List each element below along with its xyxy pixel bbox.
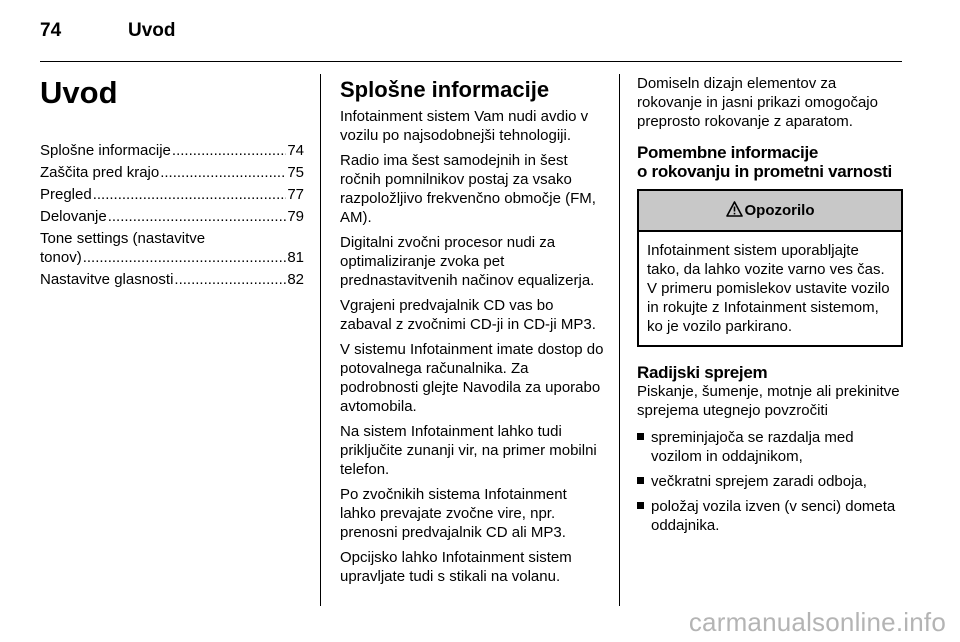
toc-entry-page: 79 [287, 208, 304, 225]
toc-entry-page: 75 [287, 164, 304, 181]
toc-entry-page: 82 [287, 271, 304, 288]
toc-entry[interactable] [40, 141, 304, 160]
toc-list [40, 141, 304, 289]
watermark: carmanualsonline.info [688, 607, 946, 637]
warning-triangle-icon [726, 193, 743, 232]
paragraph: V sistemu Infotainment imate dostop do potovalnega računalnika. Za podrobnosti glejte Navodila za uporabo avtomobila. [340, 341, 604, 415]
toc-entry-page: 74 [287, 142, 304, 159]
toc-entry-label: Pregled [40, 186, 92, 203]
list-item: spreminjajoča se razdalja med vozilom in oddajnikom, [637, 428, 903, 466]
column-divider-2 [619, 74, 620, 606]
column-divider-1 [320, 74, 321, 606]
toc-leader-dots [174, 270, 286, 289]
toc-leader-dots [172, 141, 286, 160]
bullet-list [637, 428, 903, 535]
safety-column [637, 74, 903, 541]
chapter-title: Uvod [40, 75, 118, 110]
list-item: položaj vozila izven (v senci) dometa oddajnika. [637, 497, 903, 535]
page-number: 74 [40, 20, 62, 41]
subheading-line1: Pomembne informacije [637, 143, 819, 162]
toc-entry-label: Nastavitve glasnosti [40, 271, 174, 288]
paragraph: Infotainment sistem Vam nudi avdio v vozilu po najsodobnejši tehnologiji. [340, 108, 589, 144]
list-item: večkratni sprejem zaradi odboja, [637, 472, 903, 491]
toc-entry-page: 81 [287, 249, 304, 266]
running-section-title: Uvod [128, 20, 176, 41]
radio-reception-intro: Piskanje, šumenje, motnje ali prekinitve sprejema utegnejo povzročiti [637, 383, 900, 419]
subheading [637, 143, 903, 181]
toc-leader-dots [83, 248, 287, 267]
warning-box [637, 189, 903, 347]
warning-text: Infotainment sistem uporabljajte tako, da lahko vozite varno ves čas. V primeru pomislekov ustavite vozilo in rokujte z Infotainment sistemom, ko je vozilo parkirano. [647, 242, 890, 335]
section-heading: Splošne informacije [340, 77, 550, 102]
toc-entry-label: Splošne informacije [40, 142, 171, 159]
paragraph: Na sistem Infotainment lahko tudi priključite zunanji vir, na primer mobilni telefon. [340, 423, 597, 478]
subheading-line2: o rokovanju in prometni varnosti [637, 162, 892, 181]
toc-entry-label: Delovanje [40, 208, 107, 225]
general-info-column [340, 74, 604, 592]
paragraph: Radio ima šest samodejnih in šest ročnih pomnilnikov postaj za vsako razpoložljivo frekvenčno območje (FM, AM). [340, 152, 596, 226]
paragraph: Opcijsko lahko Infotainment sistem upravljate tudi s stikali na volanu. [340, 549, 572, 585]
toc-entry-label-line1: Tone settings (nastavitve [40, 230, 206, 247]
toc-entry[interactable] [40, 270, 304, 289]
paragraph: Digitalni zvočni procesor nudi za optimaliziranje zvoka pet prednastavitvenih načinov equalizerja. [340, 234, 595, 289]
toc-entry[interactable] [40, 185, 304, 204]
warning-title: Opozorilo [744, 202, 815, 219]
toc-leader-dots [93, 185, 287, 204]
toc-entry-label: Zaščita pred krajo [40, 164, 160, 181]
toc-entry-page: 77 [287, 186, 304, 203]
toc-column [40, 74, 304, 292]
paragraph: Po zvočnikih sistema Infotainment lahko prevajate zvočne vire, npr. prenosni predvajalnik CD ali MP3. [340, 486, 567, 541]
radio-reception-heading: Radijski sprejem [637, 363, 768, 382]
toc-entry[interactable] [40, 163, 304, 182]
warning-header [639, 191, 901, 232]
intro-paragraph: Domiseln dizajn elementov za rokovanje in jasni prikazi omogočajo preprosto rokovanje z aparatom. [637, 75, 878, 130]
toc-entry-label-line2: tonov) [40, 249, 82, 266]
header-rule [40, 61, 902, 62]
paragraph: Vgrajeni predvajalnik CD vas bo zabaval z zvočnimi CD-ji in CD-ji MP3. [340, 297, 596, 333]
toc-entry[interactable] [40, 229, 304, 267]
toc-entry[interactable] [40, 207, 304, 226]
toc-leader-dots [108, 207, 287, 226]
toc-leader-dots [160, 163, 286, 182]
